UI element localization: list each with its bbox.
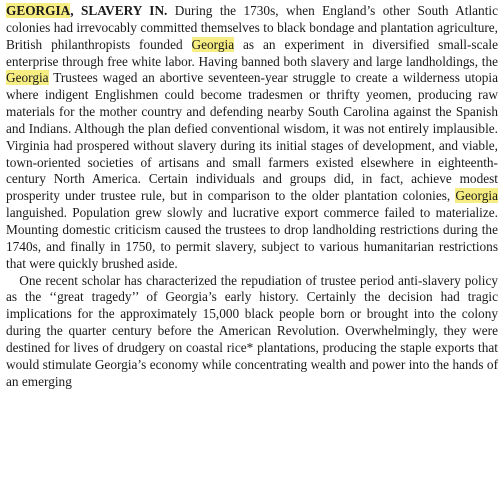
- paragraph-text: as an experiment in diversified small-scale enterprise through free white labor. Having banned both slavery and large landholdings, the: [6, 36, 498, 69]
- highlighted-term: GEORGIA: [6, 3, 71, 18]
- highlighted-term: Georgia: [455, 188, 498, 204]
- highlighted-term: Georgia: [191, 36, 235, 52]
- paragraph-text: languished. Population grew slowly and lucrative export commerce failed to materialize. Mounting domestic criticism caused the trustees to drop landholding restrictions during the 1740s, and finally in 1750, to permit slavery, subject to various humanitarian restrictions that were quickly brushed aside.: [6, 205, 498, 271]
- entry-headword: [6, 3, 167, 18]
- encyclopedia-entry: [6, 3, 498, 390]
- entry-paragraph-2: One recent scholar has characterized the repudiation of trustee period anti-slavery policy as the ‘‘great tragedy’’ of Georgia’s early history. Certainly the decision had tragic implications for the approximately 15,000 black people born or brought into the colony during the quarter century before the American Revolution. Overwhelmingly, they were destined for lives of drudgery on coastal rice* plantations, producing the staple exports that would stimulate Georgia’s economy while concentrating wealth and power into the hands of an emerging: [6, 272, 498, 389]
- paragraph-text: During the 1730s, when England’s other South Atlantic colonies had irrevocably committed themselves to black bondage and plantation agriculture, British philanthropists founded: [6, 3, 498, 52]
- headword-rest: , SLAVERY IN.: [70, 3, 168, 18]
- entry-paragraph-1: [6, 3, 498, 273]
- paragraph-text: Trustees waged an abortive seventeen-year struggle to create a wilderness utopia where indigent Englishmen could become tradesmen or thrifty yeomen, producing raw materials for the mother country and defending nearby South Carolina against the Spanish and Indians. Although the plan defied conventional wisdom, it was not entirely implausible. Virginia had prospered without slavery during its initial stages of development, and viable, town-oriented societies of artisans and small farmers existed elsewhere in eighteenth-century North America. Certain individuals and groups did, in fact, achieve modest prosperity under trustee rule, but in comparison to the older plantation colonies,: [6, 70, 498, 204]
- highlighted-term: Georgia: [6, 70, 49, 86]
